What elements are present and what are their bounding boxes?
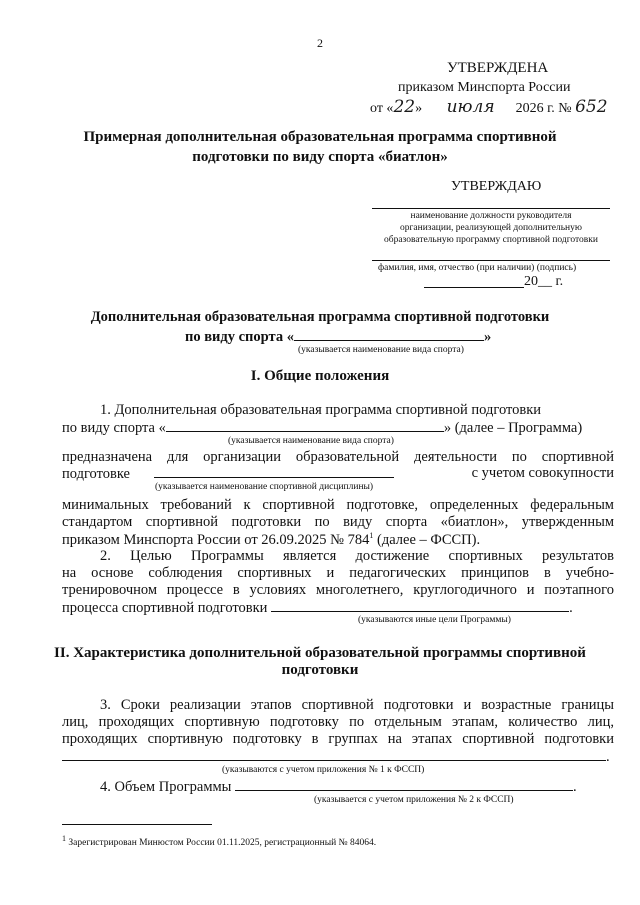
program-title-caption: (указывается наименование вида спорта): [298, 345, 464, 355]
p1-caption1: (указывается наименование вида спорта): [228, 436, 394, 446]
p3-caption: (указываются с учетом приложения № 1 к ФССП): [222, 765, 425, 775]
p1-line6: стандартом спортивной подготовки по виду спорта «биатлон», утвержденным: [62, 514, 614, 530]
program-title-line2: [185, 328, 491, 346]
p2-line1: 2. Целью Программы является достижение спортивных результатов: [100, 548, 614, 564]
p3-line4: [62, 748, 610, 766]
approve-label: УТВЕРЖДАЮ: [451, 179, 542, 194]
document-title-line2: подготовки по виду спорта «биатлон»: [192, 149, 448, 165]
p4-suffix: .: [573, 779, 577, 795]
p1-line5: минимальных требований к спортивной подготовке, определенных федеральным: [62, 497, 614, 513]
p2-line4-suffix: .: [569, 600, 573, 616]
document-title-line1: Примерная дополнительная образовательная программа спортивной: [83, 129, 557, 145]
p1-line2: [62, 419, 614, 437]
p1-line1: 1. Дополнительная образовательная программа спортивной подготовки: [100, 402, 542, 418]
p1-sport-blank: [166, 419, 444, 432]
p1-line2-prefix: по виду спорта «: [62, 420, 166, 436]
p4-line: [100, 778, 577, 796]
date-suffix: 20__ г.: [524, 274, 564, 289]
program-title-suffix: »: [483, 329, 492, 345]
footnote-mark: 1: [62, 834, 66, 843]
p3-blank: [62, 748, 606, 761]
p1-line4: [62, 465, 614, 483]
footnote: [62, 834, 376, 848]
position-caption: [372, 210, 610, 246]
p1-discipline-blank: [154, 465, 394, 478]
approved-title: УТВЕРЖДЕНА: [447, 60, 549, 76]
approved-number-handwritten: 652: [575, 97, 608, 117]
page-number: 2: [317, 36, 323, 50]
p1-line4-word: подготовке: [62, 466, 130, 482]
section2-heading-line1: II. Характеристика дополнительной образовательной программы спортивной: [54, 645, 586, 661]
p1-line4-rest: с учетом совокупности: [471, 465, 614, 481]
sport-name-blank: [294, 328, 484, 341]
approved-from: от «: [370, 101, 394, 116]
p1-caption2: (указывается наименование спортивной дисциплины): [155, 482, 374, 492]
approved-month-handwritten: июля: [446, 97, 495, 117]
section2-heading-line2: подготовки: [281, 662, 359, 678]
p2-line3: тренировочном процессе в условиях многолетнего, круглогодичного и поэтапного: [62, 582, 614, 598]
position-caption-line2: организации, реализующей дополнительную: [400, 223, 582, 233]
p3-line3: проходящих спортивную подготовку в группах на этапах спортивной подготовки: [62, 731, 614, 747]
p2-caption: (указываются иные цели Программы): [358, 615, 511, 625]
p1-line3: предназначена для организации образовательной деятельности по спортивной: [62, 449, 614, 465]
footnote-separator: [62, 824, 212, 825]
p3-line1: 3. Сроки реализации этапов спортивной подготовки и возрастные границы: [100, 697, 614, 713]
p1-line2-suffix: » (далее – Программа): [443, 420, 583, 436]
p3-line2: лиц, проходящих спортивную подготовку по отдельным этапам, количество лиц,: [62, 714, 614, 730]
p2-line2: на основе соблюдения спортивных и педагогических принципов в учебно-: [62, 565, 614, 581]
date-line: [424, 287, 524, 288]
p1-line7: [62, 531, 480, 549]
position-caption-line3: образовательную программу спортивной подготовки: [383, 235, 598, 245]
name-signature-line: [372, 260, 610, 261]
approved-order-line: приказом Минспорта России: [398, 80, 571, 95]
position-signature-line: [372, 208, 610, 209]
p4-caption: (указывается с учетом приложения № 2 к ФССП): [314, 795, 514, 805]
approved-day-close: »: [415, 101, 423, 116]
position-caption-line1: наименование должности руководителя: [410, 211, 572, 221]
p3-line4-suffix: .: [606, 749, 610, 765]
p1-line7-prefix: приказом Минспорта России от 26.09.2025 № 784: [62, 531, 370, 548]
p4-blank: [235, 778, 573, 791]
name-caption: фамилия, имя, отчество (при наличии) (подпись): [378, 263, 577, 273]
p1-line7-suffix: (далее – ФССП).: [373, 531, 481, 548]
footnote-ref: 1: [369, 531, 374, 540]
approved-date-line: [370, 97, 608, 117]
program-title-line1: Дополнительная образовательная программа спортивной подготовки: [90, 309, 550, 325]
p4-prefix: 4. Объем Программы: [100, 779, 232, 795]
program-title-prefix: по виду спорта «: [185, 329, 294, 345]
p2-line4-prefix: процесса спортивной подготовки: [62, 600, 268, 616]
approved-day-handwritten: 22: [393, 97, 416, 117]
approved-year: 2026 г. №: [515, 101, 572, 116]
document-title: [0, 127, 640, 167]
section1-heading: I. Общие положения: [250, 368, 390, 384]
p2-goals-blank: [271, 599, 569, 612]
footnote-text: Зарегистрирован Минюстом России 01.11.2025, регистрационный № 84064.: [66, 838, 377, 849]
